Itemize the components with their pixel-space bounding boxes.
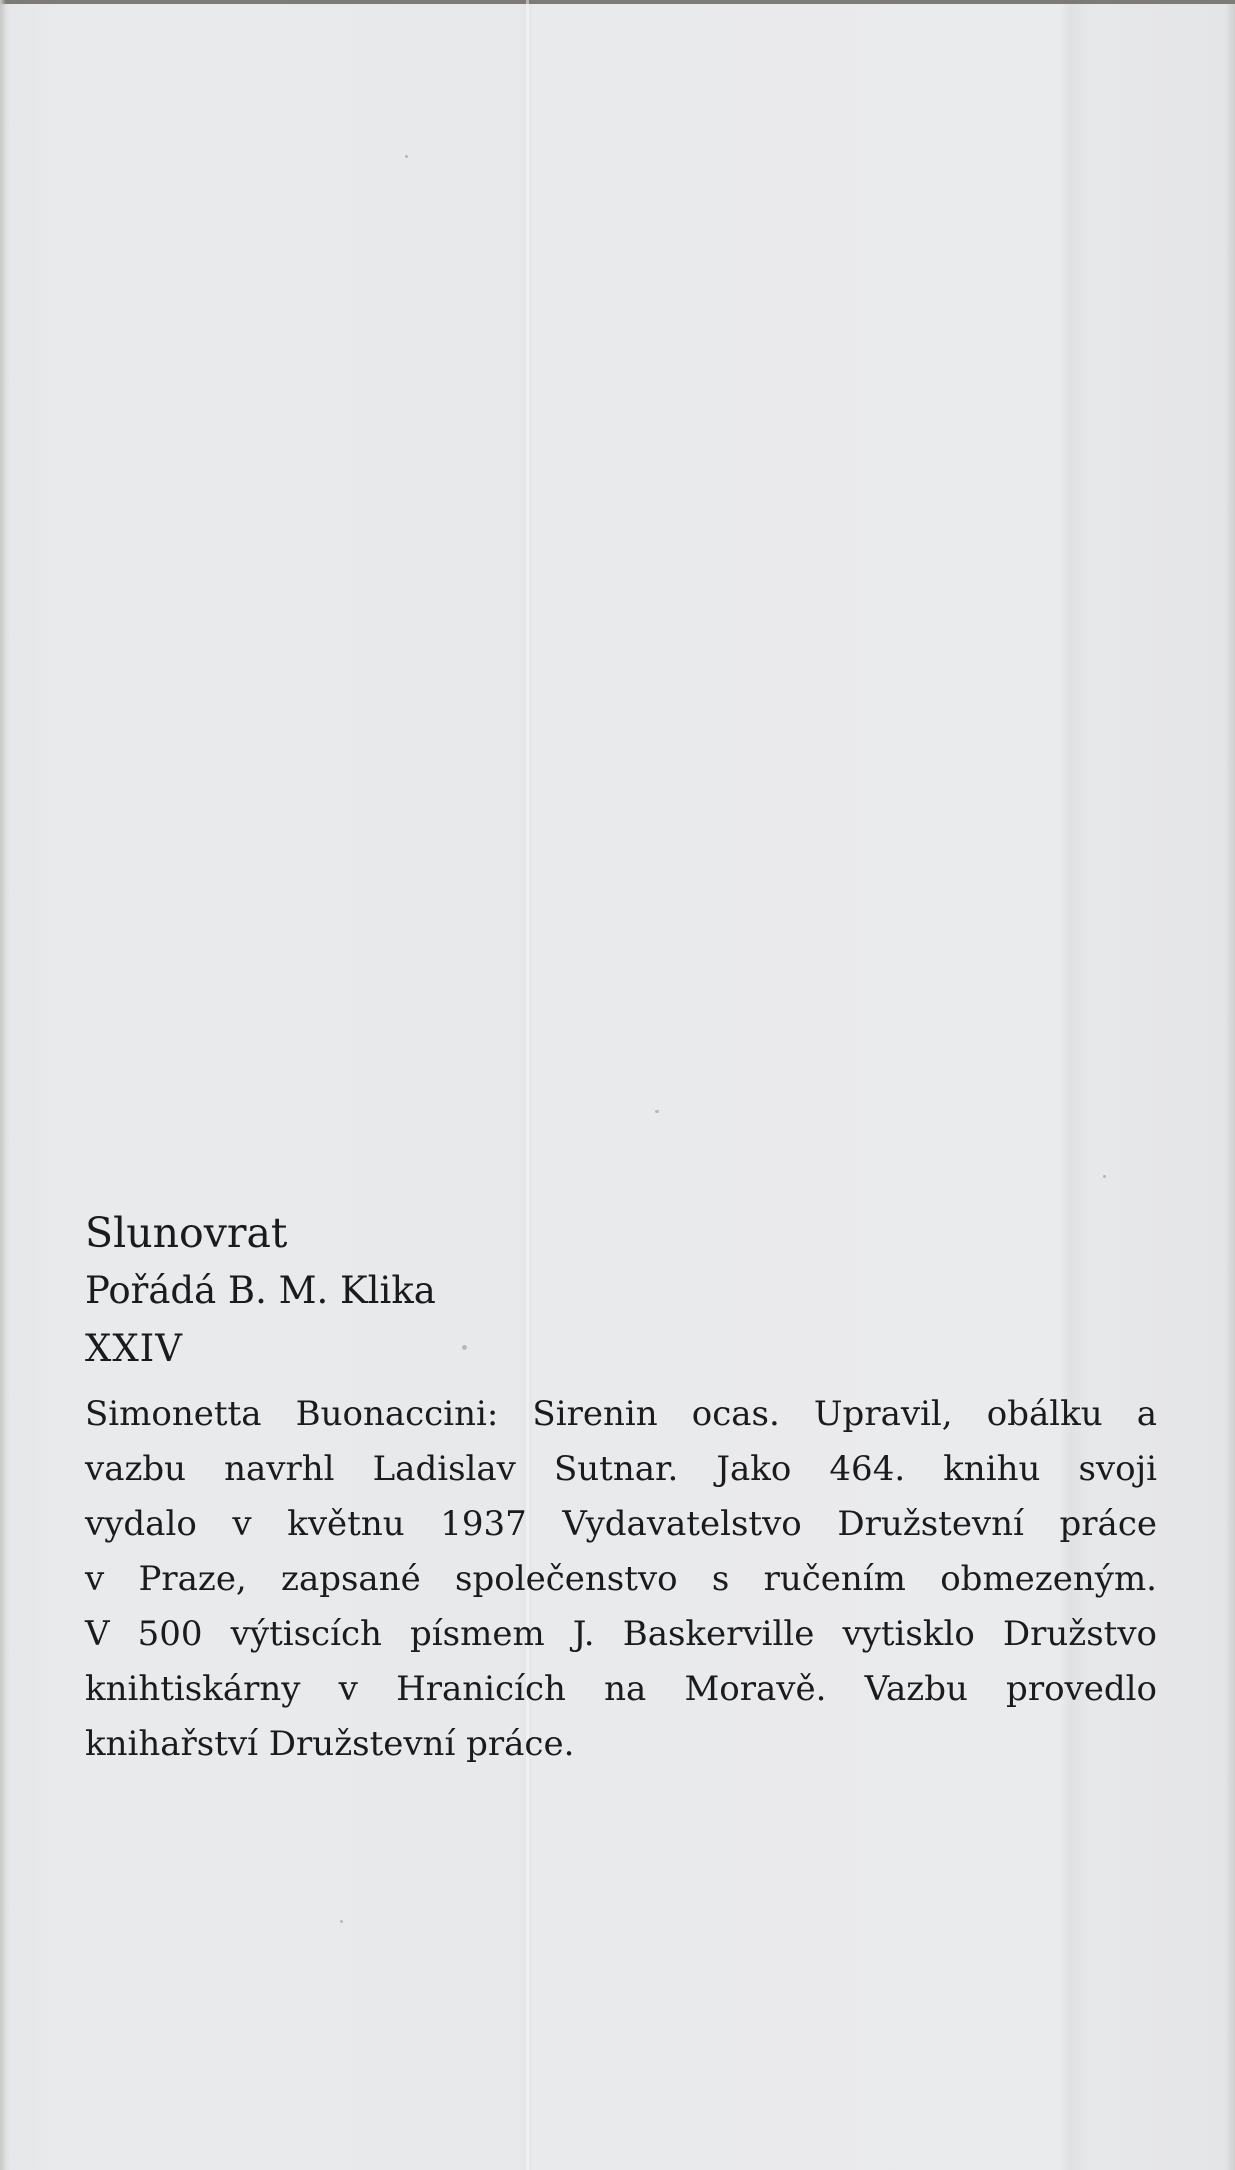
paper-fold-line bbox=[526, 0, 529, 2170]
colophon-line: knihtiskárny v Hranicích na Moravě. Vazbu provedlo bbox=[85, 1669, 1157, 1709]
series-title: Slunovrat bbox=[85, 1209, 288, 1257]
colophon-line: Simonetta Buonaccini: Sirenin ocas. Upravil, obálku a bbox=[85, 1394, 1157, 1434]
colophon-line: vydalo v květnu 1937 Vydavatelstvo Družstevní práce bbox=[85, 1504, 1157, 1544]
paper-speck bbox=[340, 1920, 343, 1923]
page-top-edge bbox=[0, 0, 1235, 4]
colophon-text bbox=[85, 1387, 1157, 1772]
paper-speck bbox=[655, 1110, 659, 1113]
paper-speck bbox=[405, 155, 408, 158]
paper-speck bbox=[1103, 1175, 1106, 1178]
colophon-line: V 500 výtiscích písmem J. Baskerville vytisklo Družstvo bbox=[85, 1614, 1157, 1654]
colophon-line: vazbu navrhl Ladislav Sutnar. Jako 464. knihu svoji bbox=[85, 1449, 1157, 1489]
series-editor: Pořádá B. M. Klika bbox=[85, 1269, 436, 1312]
colophon-line: v Praze, zapsané společenstvo s ručením obmezeným. bbox=[85, 1559, 1157, 1599]
colophon bbox=[85, 1205, 1157, 1772]
colophon-line: knihařství Družstevní práce. bbox=[85, 1724, 575, 1764]
series-number: XXIV bbox=[85, 1327, 184, 1370]
page-left-edge bbox=[0, 0, 6, 2170]
